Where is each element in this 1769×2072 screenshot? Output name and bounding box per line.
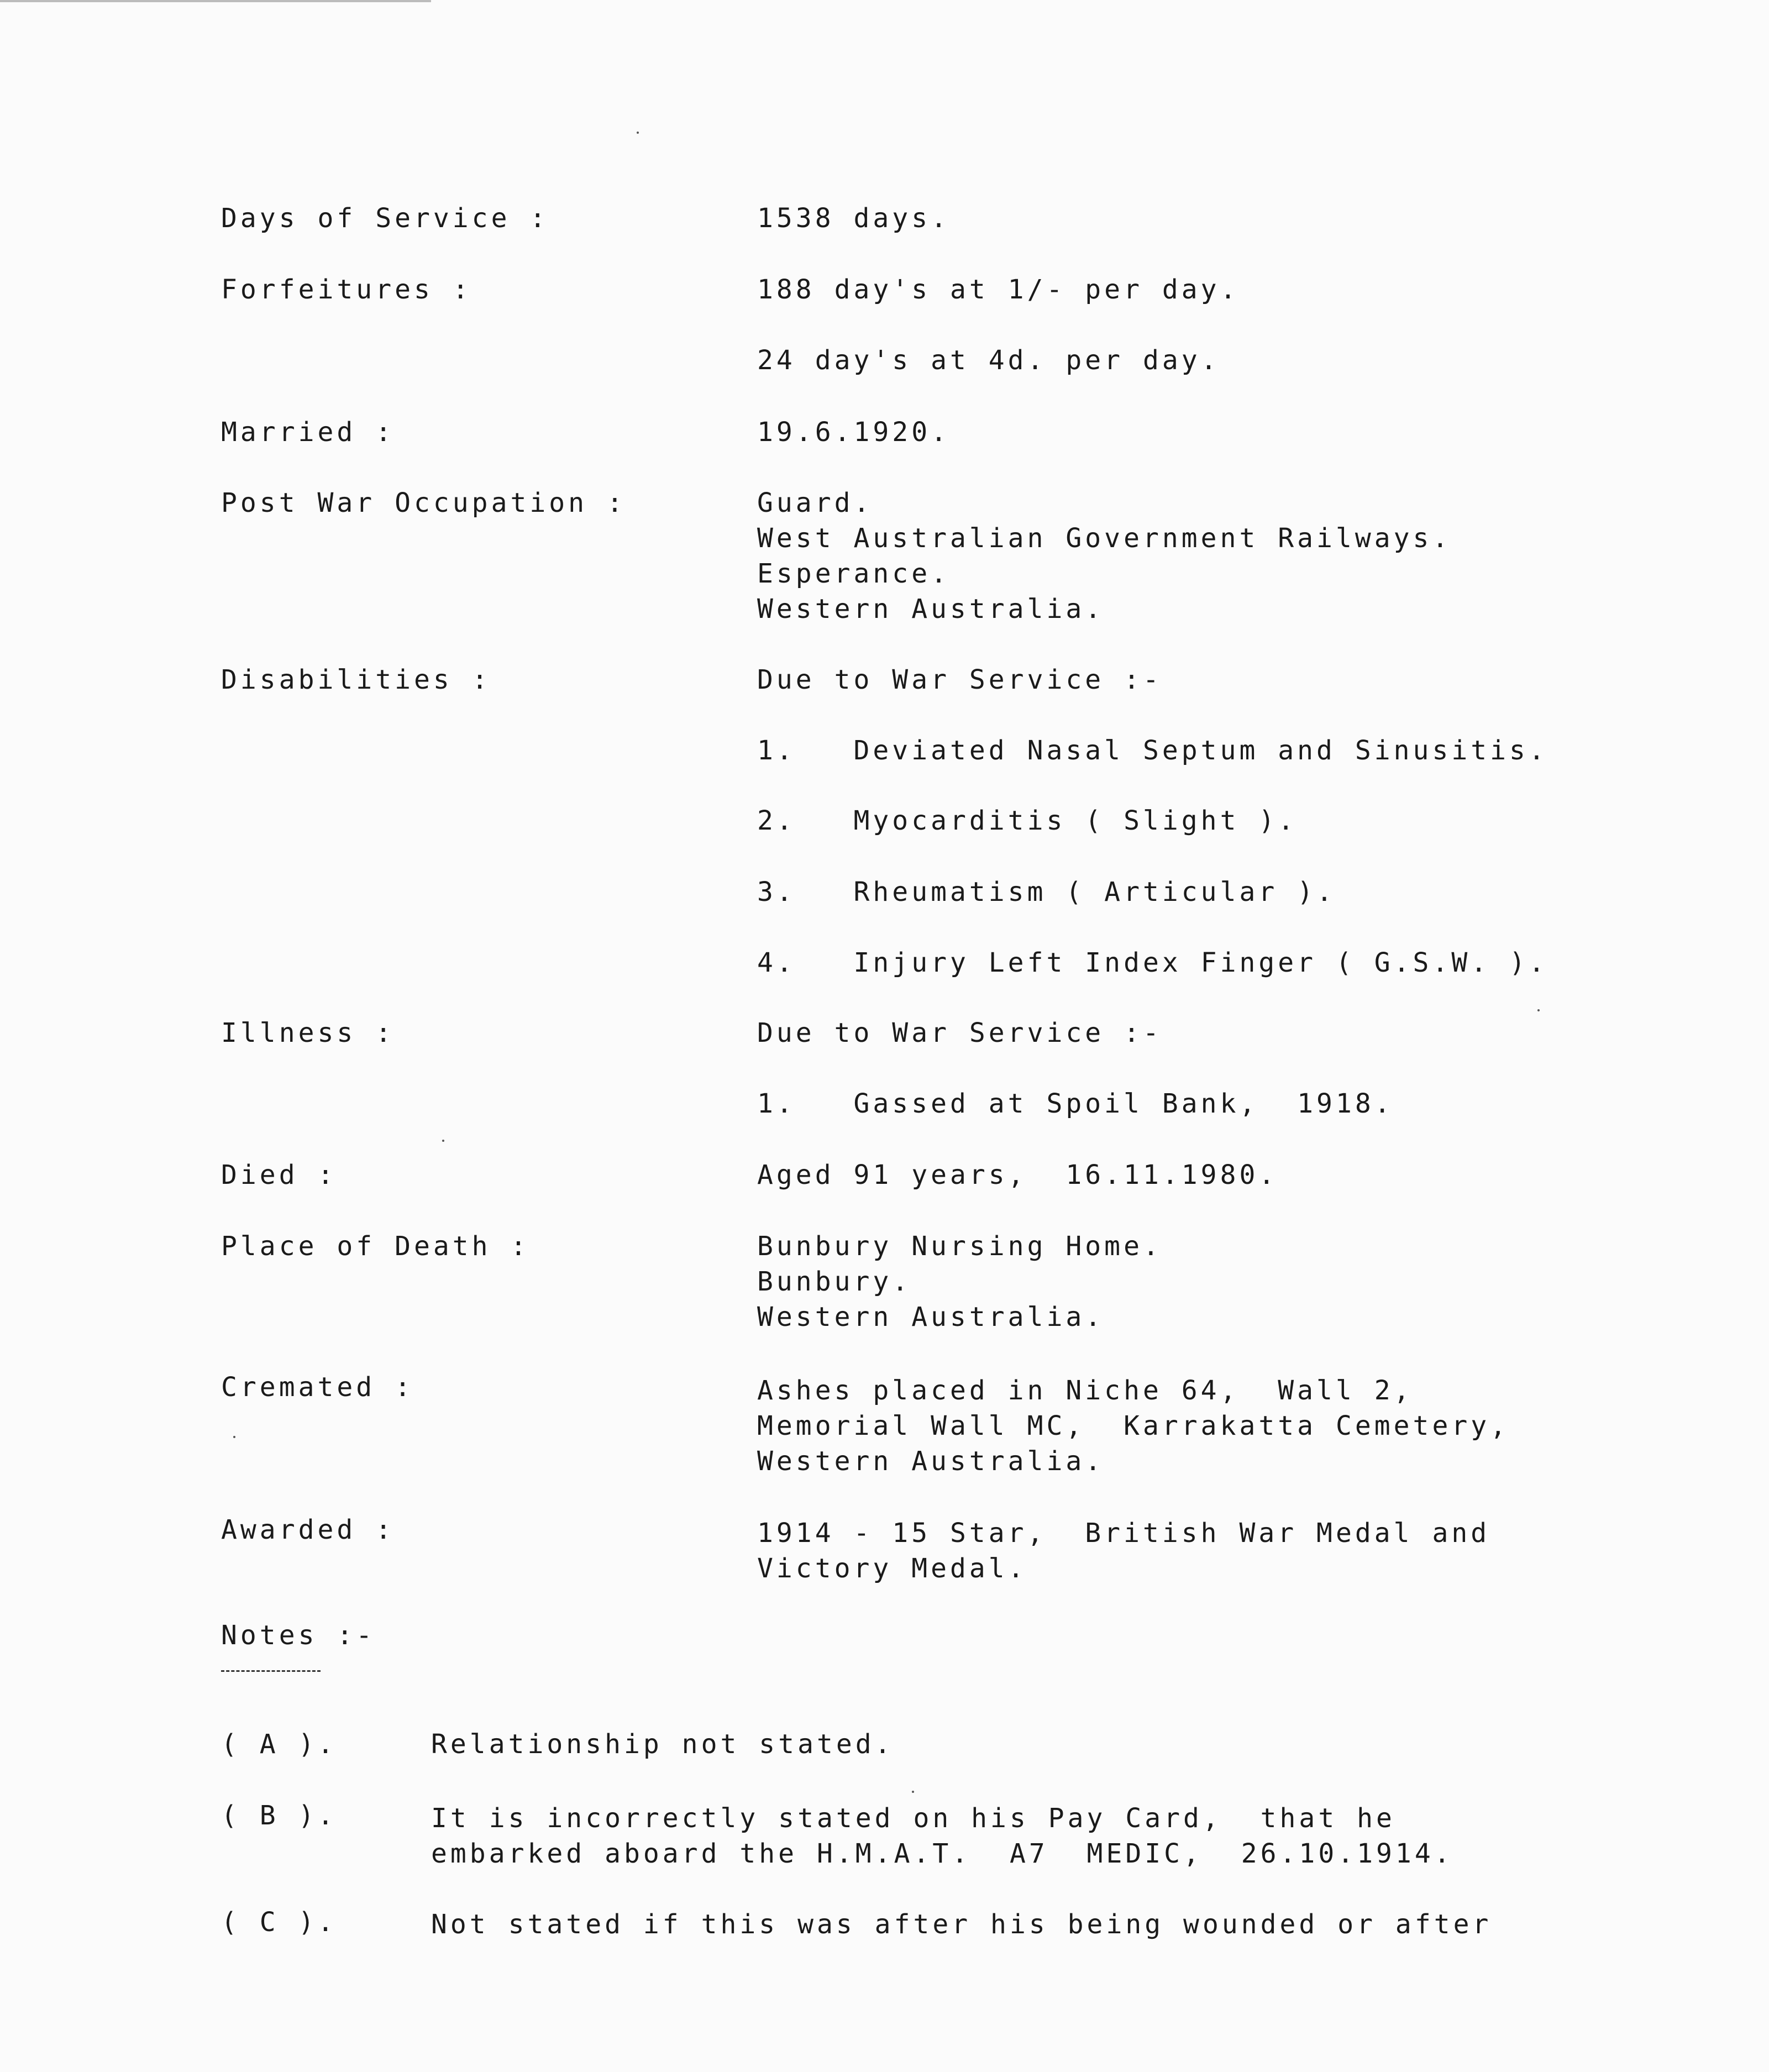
label-awarded: Awarded : [221, 1514, 395, 1545]
note-text-b-line-2: embarked aboard the H.M.A.T. A7 MEDIC, 26.10.1914. [431, 1838, 1453, 1869]
label-cremated: Cremated : [221, 1372, 414, 1403]
value-cremated-line-3: Western Australia. [757, 1446, 1105, 1477]
note-key-c: ( C ). [221, 1907, 337, 1938]
note-text-c: Not stated if this was after his being wounded or after [431, 1909, 1492, 1940]
value-died: Aged 91 years, 16.11.1980. [757, 1160, 1278, 1190]
value-married: 19.6.1920. [757, 417, 950, 448]
value-disability-3: 3. Rheumatism ( Articular ). [757, 877, 1336, 908]
note-text-a: Relationship not stated. [431, 1729, 894, 1760]
value-occupation-line-3: Esperance. [757, 558, 950, 589]
value-occupation-line-2: West Australian Government Railways. [757, 523, 1452, 554]
value-occupation-line-4: Western Australia. [757, 594, 1105, 625]
value-disability-1: 1. Deviated Nasal Septum and Sinusitis. [757, 735, 1548, 766]
label-died: Died : [221, 1160, 337, 1190]
scan-speck [637, 132, 639, 134]
scan-speck [233, 1436, 235, 1438]
value-illness-1: 1. Gassed at Spoil Bank, 1918. [757, 1088, 1394, 1119]
scan-edge-line [0, 0, 431, 2]
value-cremated-line-1: Ashes placed in Niche 64, Wall 2, [757, 1375, 1413, 1406]
value-awarded-line-1: 1914 - 15 Star, British War Medal and [757, 1518, 1490, 1549]
scan-speck [1537, 1009, 1540, 1011]
scan-speck [442, 1140, 444, 1142]
note-key-b: ( B ). [221, 1800, 337, 1831]
label-disabilities: Disabilities : [221, 664, 491, 695]
value-disability-2: 2. Myocarditis ( Slight ). [757, 805, 1298, 836]
scan-speck [912, 1791, 914, 1793]
label-days-of-service: Days of Service : [221, 203, 549, 234]
label-place-of-death: Place of Death : [221, 1231, 530, 1262]
label-post-war-occupation: Post War Occupation : [221, 487, 626, 518]
notes-heading-underline [221, 1670, 321, 1672]
notes-heading: Notes :- [221, 1620, 376, 1651]
value-disabilities-heading: Due to War Service :- [757, 664, 1162, 695]
value-place-of-death-line-3: Western Australia. [757, 1302, 1105, 1333]
value-forfeitures-1: 188 day's at 1/- per day. [757, 274, 1240, 305]
value-forfeitures-2: 24 day's at 4d. per day. [757, 345, 1220, 376]
value-days-of-service: 1538 days. [757, 203, 950, 234]
note-key-a: ( A ). [221, 1729, 337, 1760]
note-text-b-line-1: It is incorrectly stated on his Pay Card, that he [431, 1803, 1395, 1834]
label-forfeitures: Forfeitures : [221, 274, 472, 305]
value-place-of-death-line-2: Bunbury. [757, 1266, 912, 1297]
value-disability-4: 4. Injury Left Index Finger ( G.S.W. ). [757, 947, 1548, 978]
label-married: Married : [221, 417, 395, 448]
label-illness: Illness : [221, 1017, 395, 1048]
value-illness-heading: Due to War Service :- [757, 1017, 1162, 1048]
value-awarded-line-2: Victory Medal. [757, 1553, 1027, 1584]
value-occupation-line-1: Guard. [757, 487, 873, 518]
value-cremated-line-2: Memorial Wall MC, Karrakatta Cemetery, [757, 1410, 1510, 1441]
value-place-of-death-line-1: Bunbury Nursing Home. [757, 1231, 1162, 1262]
